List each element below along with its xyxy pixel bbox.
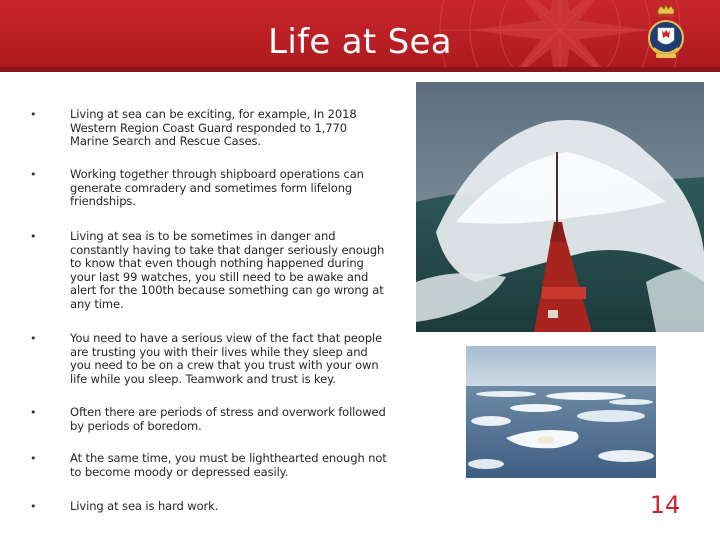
- bullet-marker: •: [30, 500, 37, 513]
- bullet-text: At the same time, you must be lighthearted enough not to become moody or depressed easily.: [70, 451, 387, 479]
- bullet-marker: •: [30, 168, 37, 181]
- bullet-marker: •: [30, 108, 37, 121]
- banner-stripe: [0, 67, 720, 72]
- coast-guard-crest-icon: [644, 4, 688, 66]
- bullet-text: Living at sea is hard work.: [70, 499, 219, 513]
- bullet-text: You need to have a serious view of the fact that people are trusting you with their lives while they sleep and you need to be on a crew that you trust with your own life while you sleep. Teamwork and trust is key.: [70, 331, 383, 386]
- bullet-marker: •: [30, 406, 37, 419]
- bullet-text: Working together through shipboard operations can generate comradery and sometimes form lifelong friendships.: [70, 167, 364, 209]
- bullet-marker: •: [30, 230, 37, 243]
- bullet-marker: •: [30, 452, 37, 465]
- bullet-marker: •: [30, 332, 37, 345]
- title-banner: [0, 0, 720, 72]
- bullet-text: Living at sea is to be sometimes in danger and constantly having to take that danger seriously enough to know that even though nothing happened during your last 99 watches, you still need to be awake and alert for the 100th because something can go wrong at any time.: [70, 229, 385, 311]
- bullet-text: Often there are periods of stress and overwork followed by periods of boredom.: [70, 405, 386, 433]
- bullet-text: Living at sea can be exciting, for example, In 2018 Western Region Coast Guard responded to 1,770 Marine Search and Rescue Cases.: [70, 107, 357, 149]
- ship-in-heavy-seas-photo: [416, 82, 704, 332]
- ice-floes-polar-bear-photo: [466, 346, 656, 478]
- slide-title: Life at Sea: [268, 22, 452, 62]
- page-number: 14: [649, 491, 681, 519]
